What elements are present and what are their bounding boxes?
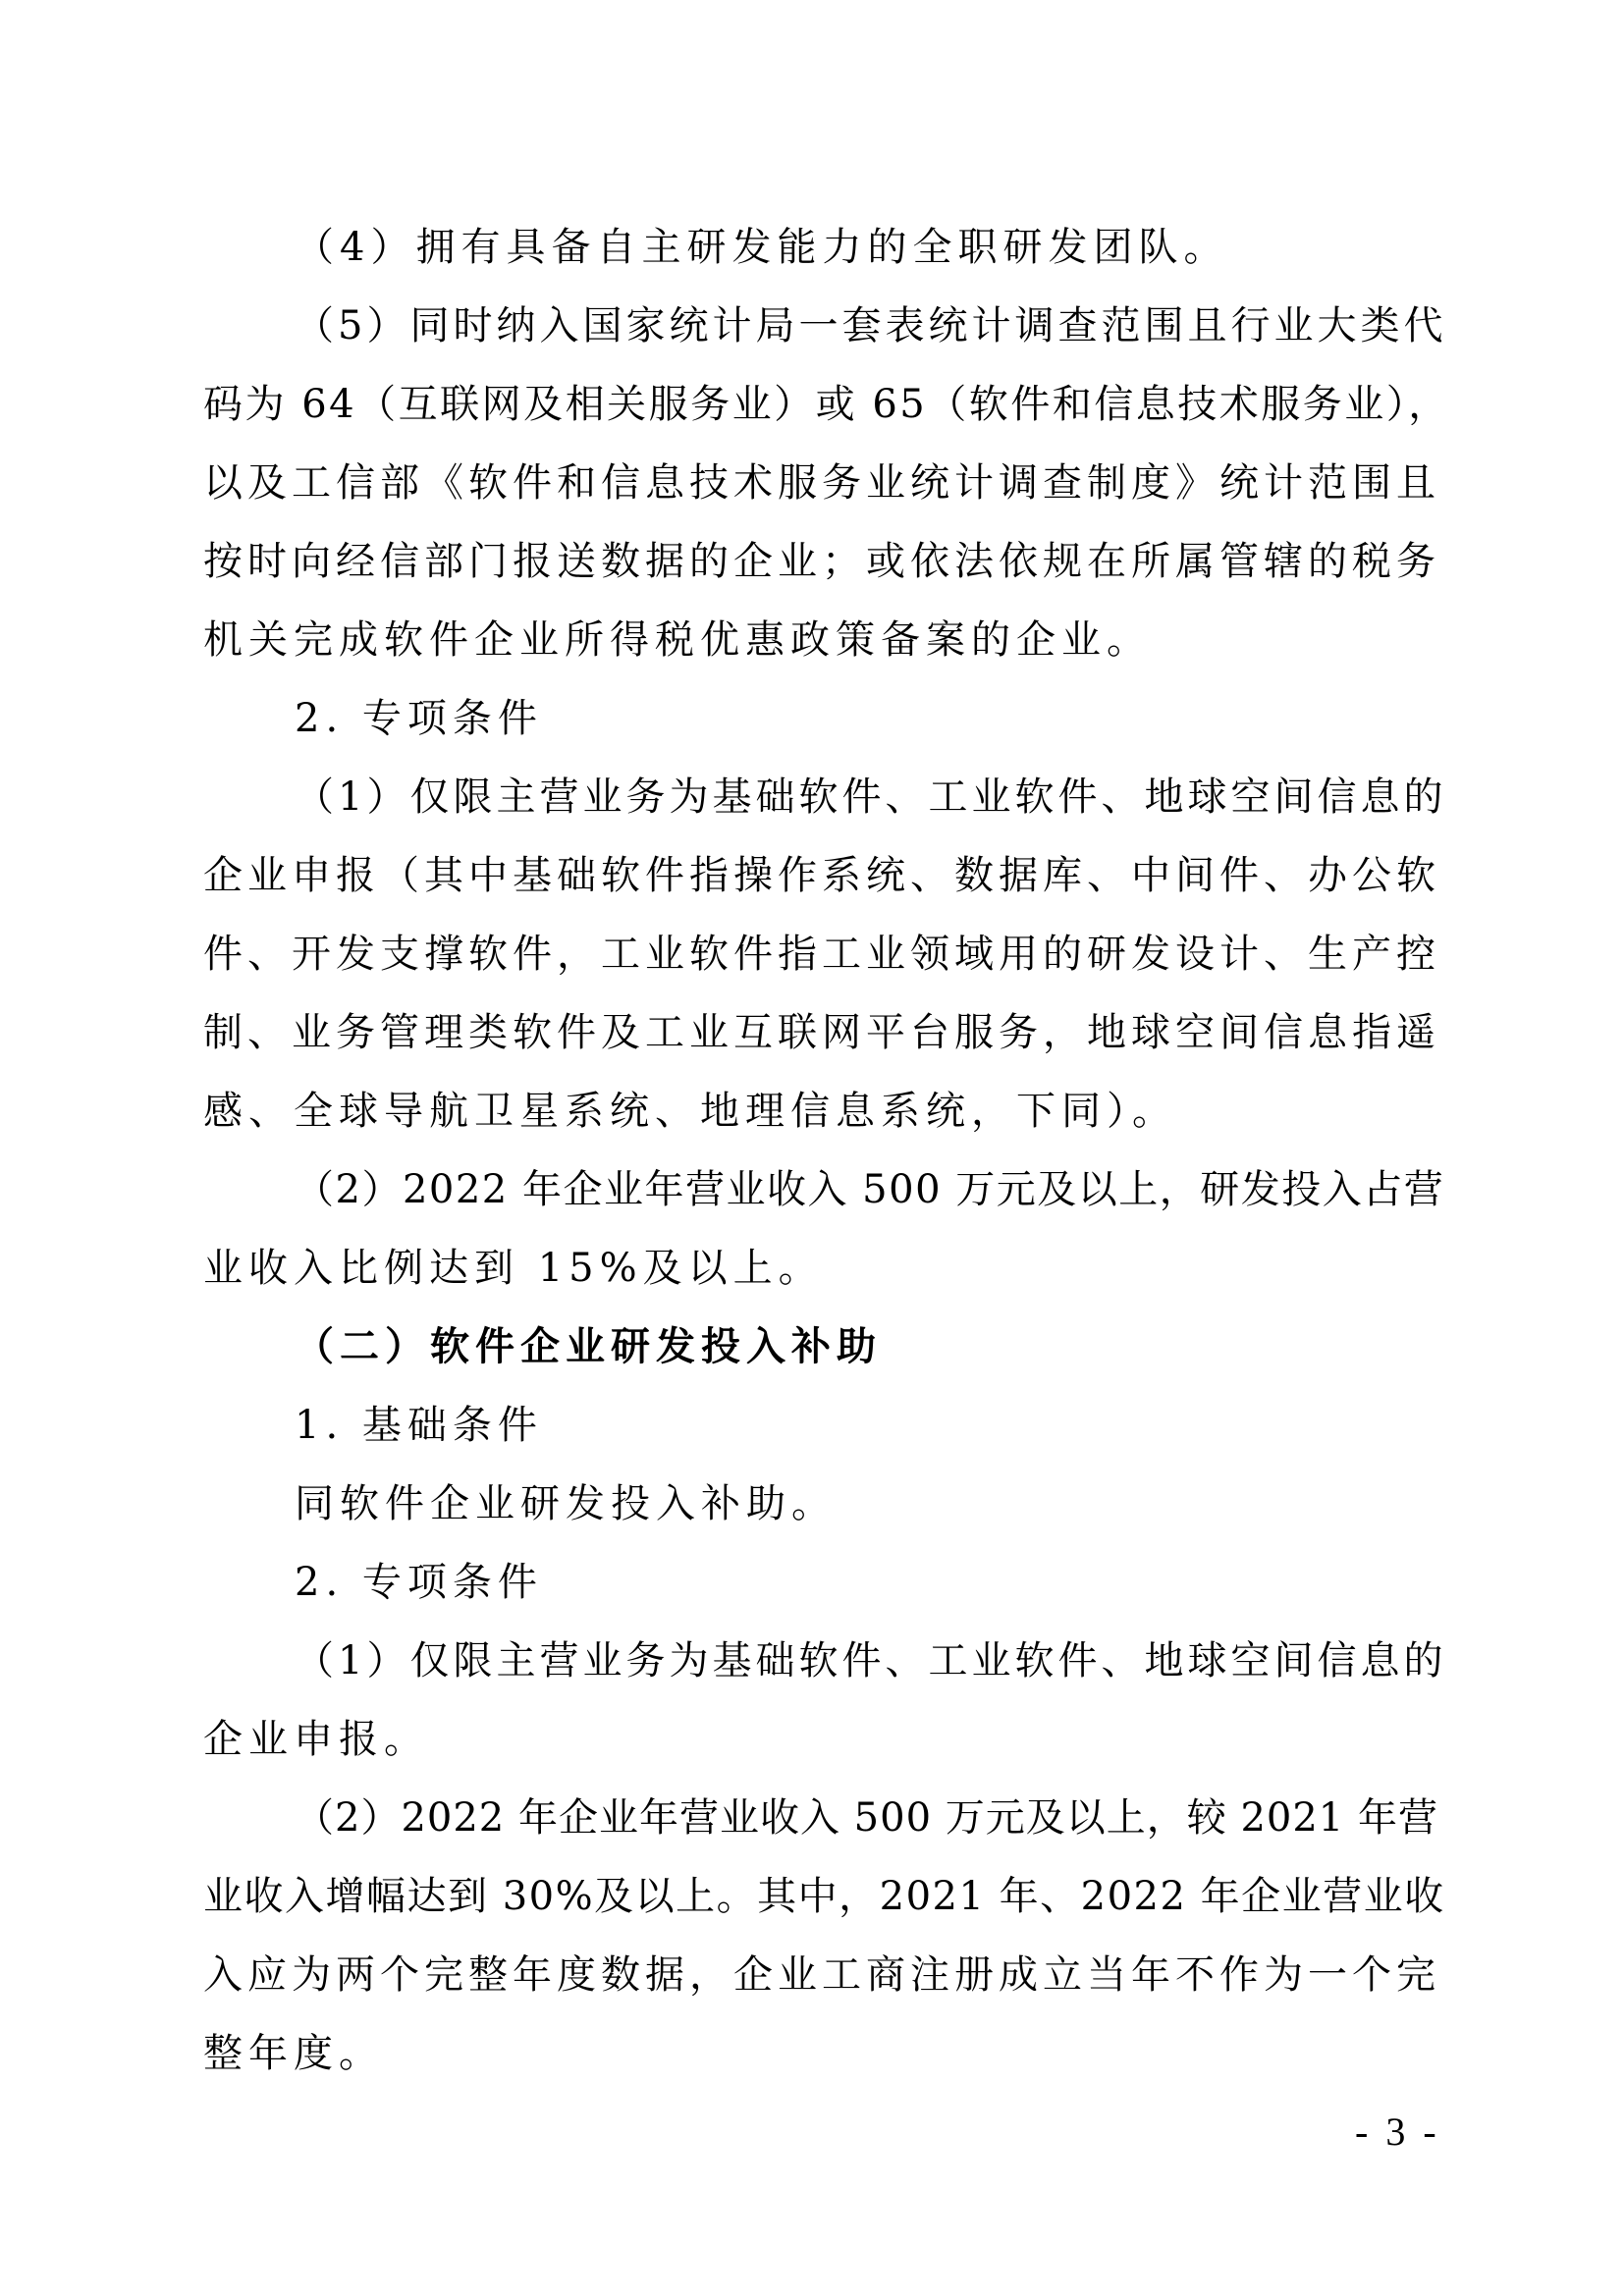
paragraph-line: 机关完成软件企业所得税优惠政策备案的企业。 bbox=[203, 617, 1152, 663]
paragraph-line: 以及工信部《软件和信息技术服务业统计调查制度》统计范围且 bbox=[203, 460, 1440, 506]
paragraph-line: 整年度。 bbox=[203, 2031, 384, 2076]
section-subheading: 2. 专项条件 bbox=[295, 696, 543, 741]
paragraph-line: 件、开发支撑软件，工业软件指工业领域用的研发设计、生产控 bbox=[203, 932, 1440, 977]
paragraph-line: （2）2022 年企业年营业收入 500 万元及以上，研发投入占营 bbox=[295, 1167, 1445, 1212]
section-heading: （二）软件企业研发投入补助 bbox=[295, 1323, 882, 1369]
paragraph-line: （1）仅限主营业务为基础软件、工业软件、地球空间信息的 bbox=[295, 774, 1447, 820]
paragraph-line: 按时向经信部门报送数据的企业；或依法依规在所属管辖的税务 bbox=[203, 539, 1440, 584]
paragraph-line: 企业申报（其中基础软件指操作系统、数据库、中间件、办公软 bbox=[203, 853, 1440, 898]
section-subheading: 1. 基础条件 bbox=[295, 1403, 543, 1448]
paragraph-line: （5）同时纳入国家统计局一套表统计调查范围且行业大类代 bbox=[295, 303, 1447, 348]
paragraph-line: 同软件企业研发投入补助。 bbox=[295, 1481, 837, 1526]
paragraph-line: 业收入比例达到 15%及以上。 bbox=[203, 1246, 824, 1291]
paragraph-line: 业收入增幅达到 30%及以上。其中，2021 年、2022 年企业营业收 bbox=[203, 1874, 1445, 1919]
paragraph-line: 码为 64（互联网及相关服务业）或 65（软件和信息技术服务业）， bbox=[203, 382, 1450, 427]
paragraph-line: 企业申报。 bbox=[203, 1717, 429, 1762]
page-number: - 3 - bbox=[1355, 2109, 1440, 2154]
paragraph-line: （2）2022 年企业年营业收入 500 万元及以上，较 2021 年营 bbox=[295, 1795, 1438, 1841]
paragraph-line: 制、业务管理类软件及工业互联网平台服务，地球空间信息指遥 bbox=[203, 1010, 1440, 1055]
section-subheading: 2. 专项条件 bbox=[295, 1560, 543, 1605]
paragraph-line: 入应为两个完整年度数据，企业工商注册成立当年不作为一个完 bbox=[203, 1952, 1440, 1998]
paragraph-line: （1）仅限主营业务为基础软件、工业软件、地球空间信息的 bbox=[295, 1638, 1447, 1683]
paragraph-line: 感、全球导航卫星系统、地理信息系统，下同）。 bbox=[203, 1089, 1177, 1134]
paragraph-line: （4）拥有具备自主研发能力的全职研发团队。 bbox=[295, 225, 1229, 270]
